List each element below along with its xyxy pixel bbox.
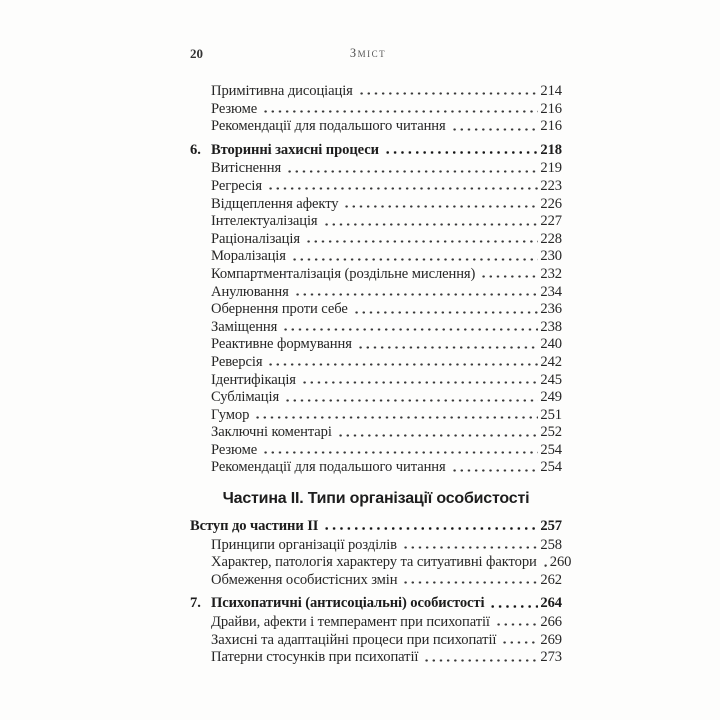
dot-leader	[301, 372, 539, 390]
toc-entry	[190, 407, 562, 425]
toc-entry	[190, 266, 562, 284]
toc-list	[190, 83, 572, 667]
toc-entry-page: 257	[540, 518, 562, 535]
toc-entry	[190, 354, 562, 372]
toc-entry-label: Раціоналізація	[211, 230, 300, 247]
toc-entry	[190, 231, 562, 249]
toc-entry-page: 240	[540, 336, 562, 353]
toc-entry-page: 223	[540, 177, 562, 194]
toc-entry-page: 251	[540, 406, 562, 423]
dot-leader	[284, 389, 538, 407]
toc-entry	[190, 572, 562, 590]
toc-entry-label: Обмеження особистісних змін	[211, 571, 398, 588]
dot-leader	[402, 537, 538, 555]
toc-entry-label: Заключні коментарі	[211, 424, 332, 441]
toc-entry-page: 219	[540, 160, 562, 177]
toc-entry-page: 238	[540, 318, 562, 335]
toc-entry	[190, 160, 562, 178]
dot-leader	[495, 614, 539, 632]
toc-entry-label: Вступ до частини II	[190, 518, 319, 535]
dot-leader	[451, 118, 539, 136]
dot-leader	[323, 518, 538, 536]
toc-entry-page: 264	[540, 595, 562, 612]
toc-entry-page: 228	[540, 230, 562, 247]
toc-entry-page: 230	[540, 248, 562, 265]
toc-entry-label: Інтелектуалізація	[211, 213, 318, 230]
part-heading: Частина II. Типи організації особистості	[222, 490, 530, 508]
page-header	[190, 46, 562, 62]
toc-entry-number: 6.	[190, 141, 201, 158]
toc-entry	[190, 649, 562, 667]
toc-entry	[190, 518, 562, 536]
toc-entry-page: 258	[540, 536, 562, 553]
toc-entry	[190, 101, 562, 119]
toc-entry-page: 216	[540, 100, 562, 117]
toc-entry-label: Примітивна дисоціація	[211, 83, 353, 99]
dot-leader	[384, 142, 539, 160]
toc-entry	[190, 301, 562, 319]
dot-leader	[358, 83, 539, 101]
dot-leader	[542, 554, 548, 572]
dot-leader	[286, 160, 538, 178]
toc-entry-page: 269	[540, 631, 562, 648]
running-title: Зміст	[349, 46, 387, 60]
toc-entry	[190, 424, 562, 442]
toc-entry	[190, 554, 572, 572]
toc-entry	[190, 372, 562, 390]
dot-leader	[294, 284, 539, 302]
toc-entry	[190, 595, 562, 613]
toc-entry	[190, 632, 562, 650]
dot-leader	[353, 301, 539, 319]
toc-entry-page: 266	[540, 614, 562, 631]
dot-leader	[501, 632, 538, 650]
toc-entry	[190, 336, 562, 354]
toc-entry-page: 249	[540, 389, 562, 406]
toc-entry-number: 7.	[190, 595, 201, 612]
dot-leader	[323, 213, 539, 231]
toc-entry-page: 262	[540, 571, 562, 588]
dot-leader	[489, 595, 538, 613]
toc-entry-label: Резюме	[211, 441, 258, 458]
toc-entry-label: Відщеплення афекту	[211, 195, 339, 212]
page-number: 20	[190, 46, 203, 61]
toc-entry-label: Принципи організації розділів	[211, 536, 397, 553]
book-page	[190, 46, 572, 667]
toc-entry-page: 245	[540, 371, 562, 388]
toc-entry-page: 242	[540, 353, 562, 370]
dot-leader	[291, 248, 539, 266]
toc-entry-page: 216	[540, 118, 562, 135]
toc-entry-page: 234	[540, 283, 562, 300]
dot-leader	[343, 196, 538, 214]
toc-entry	[190, 248, 562, 266]
toc-entry	[190, 118, 562, 136]
toc-entry	[190, 459, 562, 477]
toc-entry-label: Реверсія	[211, 353, 263, 370]
dot-leader	[480, 266, 538, 284]
toc-entry	[190, 614, 562, 632]
toc-entry	[190, 196, 562, 214]
toc-entry-label: Сублімація	[211, 389, 280, 406]
toc-entry-label: Вторинні захисні процеси	[211, 141, 379, 158]
toc-entry	[190, 389, 562, 407]
toc-entry	[190, 284, 562, 302]
dot-leader	[262, 442, 538, 460]
toc-entry-label: Рекомендації для подальшого читання	[211, 459, 446, 476]
toc-entry-label: Ідентифікація	[211, 371, 296, 388]
dot-leader	[451, 459, 539, 477]
toc-entry-page: 232	[540, 265, 562, 282]
toc-entry	[190, 142, 562, 160]
toc-entry-label: Драйви, афекти і темперамент при психопатії	[211, 614, 490, 631]
toc-entry-page: 227	[540, 213, 562, 230]
toc-entry-page: 214	[540, 83, 562, 99]
dot-leader	[254, 407, 538, 425]
toc-entry-label: Захисні та адаптаційні процеси при психопатії	[211, 631, 497, 648]
dot-leader	[305, 231, 538, 249]
toc-entry-label: Характер, патологія характеру та ситуативні фактори	[211, 554, 537, 571]
toc-entry-label: Анулювання	[211, 283, 289, 300]
toc-entry-page: 236	[540, 301, 562, 318]
toc-entry-label: Психопатичні (антисоціальні) особистості	[211, 595, 485, 612]
dot-leader	[262, 101, 538, 119]
toc-entry-label: Регресія	[211, 177, 262, 194]
toc-entry	[190, 178, 562, 196]
toc-entry-page: 254	[540, 459, 562, 476]
dot-leader	[337, 424, 539, 442]
toc-entry-page: 254	[540, 441, 562, 458]
dot-leader	[267, 178, 538, 196]
toc-entry-label: Патерни стосунків при психопатії	[211, 649, 419, 666]
toc-entry-label: Обернення проти себе	[211, 301, 348, 318]
toc-entry-page: 273	[540, 649, 562, 666]
toc-entry-label: Моралізація	[211, 248, 286, 265]
toc-entry-page: 252	[540, 424, 562, 441]
dot-leader	[423, 649, 538, 667]
toc-entry-label: Компартменталізація (роздільне мислення)	[211, 265, 476, 282]
toc-entry	[190, 213, 562, 231]
toc-entry-label: Гумор	[211, 406, 250, 423]
toc-entry-page: 260	[549, 554, 572, 571]
toc-entry-label: Реактивне формування	[211, 336, 352, 353]
toc-entry-label: Рекомендації для подальшого читання	[211, 118, 446, 135]
toc-entry	[190, 442, 562, 460]
toc-entry-label: Резюме	[211, 100, 258, 117]
dot-leader	[282, 319, 538, 337]
dot-leader	[357, 336, 539, 354]
dot-leader	[267, 354, 538, 372]
toc-entry-page: 226	[540, 195, 562, 212]
toc-entry	[190, 537, 562, 555]
toc-entry	[190, 319, 562, 337]
toc-entry-label: Заміщення	[211, 318, 278, 335]
toc-entry-page: 218	[540, 141, 562, 158]
toc-entry	[190, 83, 562, 101]
dot-leader	[402, 572, 538, 590]
toc-entry-label: Витіснення	[211, 160, 282, 177]
